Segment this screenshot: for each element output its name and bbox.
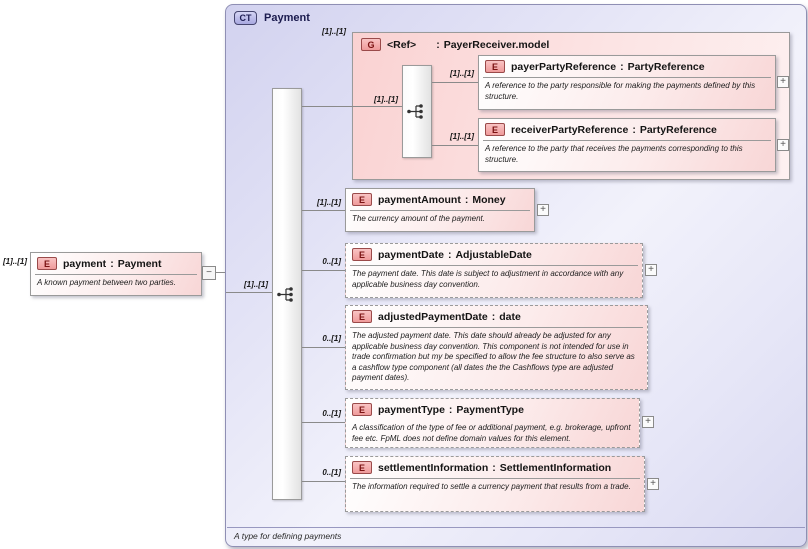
- cardinality-label: [1]..[1]: [3, 257, 27, 266]
- element-description: The payment date. This date is subject to adjustment in accordance with any applicable business day convention.: [352, 269, 624, 289]
- plus-icon: +: [645, 416, 651, 427]
- element-description: The currency amount of the payment.: [352, 214, 485, 223]
- element-badge: E: [352, 403, 372, 416]
- sequence-icon: [276, 286, 298, 303]
- element-box-receiver-party-reference[interactable]: [478, 118, 776, 172]
- collapse-icon: −: [206, 267, 212, 278]
- element-description: A reference to the party that receives the payments corresponding to this structure.: [485, 144, 743, 164]
- cardinality-label: [1]..[1]: [322, 27, 346, 36]
- element-name: paymentAmount: [378, 193, 461, 206]
- element-badge: E: [485, 60, 505, 73]
- plus-icon: +: [780, 76, 786, 87]
- type-separator: :: [464, 193, 469, 206]
- sequence-indicator: [272, 88, 302, 500]
- expand-button[interactable]: [777, 139, 789, 151]
- cardinality-label: 0..[1]: [322, 257, 341, 266]
- plus-icon: +: [650, 478, 656, 489]
- element-badge: E: [352, 248, 372, 261]
- element-name: paymentDate: [378, 248, 444, 261]
- cardinality-label: [1]..[1]: [450, 132, 474, 141]
- element-header: [479, 56, 775, 76]
- element-box-payment-type[interactable]: [345, 398, 640, 448]
- sequence-icon: [406, 103, 428, 120]
- element-box-payment[interactable]: [30, 252, 202, 296]
- complex-type-badge: CT: [234, 11, 257, 25]
- element-type: PartyReference: [639, 123, 717, 136]
- group-header: [353, 33, 789, 56]
- element-description: A classification of the type of fee or additional payment, e.g. brokerage, upfront fee etc. FpML does not define domain values for this element.: [352, 423, 631, 443]
- element-box-payment-date[interactable]: [345, 243, 643, 298]
- element-box-payment-amount[interactable]: [345, 188, 535, 232]
- type-separator: :: [110, 257, 114, 270]
- connector-line: [302, 210, 345, 211]
- group-badge: G: [361, 38, 381, 51]
- type-separator: :: [448, 403, 453, 416]
- element-badge: E: [37, 257, 57, 270]
- connector-line: [302, 422, 345, 423]
- connector-line: [432, 145, 478, 146]
- connector-line: [302, 347, 345, 348]
- element-header: [346, 306, 647, 326]
- connector-line: [226, 292, 272, 293]
- element-box-payer-party-reference[interactable]: [478, 55, 776, 110]
- element-name: payerPartyReference: [511, 60, 617, 73]
- type-separator: :: [436, 38, 440, 51]
- cardinality-label: [1]..[1]: [374, 95, 398, 104]
- plus-icon: +: [648, 264, 654, 275]
- sequence-indicator: [402, 65, 432, 158]
- element-name: payment: [63, 257, 107, 270]
- expand-button[interactable]: [537, 204, 549, 216]
- element-badge: E: [352, 193, 372, 206]
- element-header: [479, 119, 775, 139]
- element-name: settlementInformation: [378, 461, 489, 474]
- group-name: <Ref>: [387, 38, 417, 51]
- group-type: PayerReceiver.model: [443, 38, 550, 51]
- connector-line: [302, 270, 345, 271]
- complex-type-header: [234, 11, 310, 25]
- cardinality-label: 0..[1]: [322, 468, 341, 477]
- element-badge: E: [352, 310, 372, 323]
- element-description: A known payment between two parties.: [37, 278, 176, 287]
- complex-type-title: Payment: [264, 12, 310, 24]
- element-type: date: [499, 310, 521, 323]
- cardinality-label: [1]..[1]: [317, 198, 341, 207]
- element-box-settlement-information[interactable]: [345, 456, 645, 512]
- collapse-button[interactable]: [202, 266, 216, 280]
- connector-line: [216, 272, 225, 273]
- cardinality-label: 0..[1]: [322, 334, 341, 343]
- element-type: Money: [472, 193, 506, 206]
- cardinality-label: 0..[1]: [322, 409, 341, 418]
- cardinality-label: [1]..[1]: [244, 280, 268, 289]
- expand-button[interactable]: [642, 416, 654, 428]
- expand-button[interactable]: [777, 76, 789, 88]
- expand-button[interactable]: [645, 264, 657, 276]
- element-type: AdjustableDate: [455, 248, 532, 261]
- type-separator: :: [491, 310, 496, 323]
- element-badge: E: [485, 123, 505, 136]
- element-header: [346, 399, 639, 419]
- element-description: The adjusted payment date. This date should already be adjusted for any applicable business day convention. This component is not intended for use in trade confirmation but my be specified to allow the fee structure to also serve as a cashflow type component (all dates the the Cashflows type are adjusted payment dates).: [352, 331, 635, 382]
- element-type: PaymentType: [456, 403, 524, 416]
- element-header: [346, 189, 534, 209]
- element-type: Payment: [117, 257, 162, 270]
- element-header: [346, 457, 644, 477]
- plus-icon: +: [780, 139, 786, 150]
- expand-button[interactable]: [647, 478, 659, 490]
- element-name: paymentType: [378, 403, 445, 416]
- element-description: A reference to the party responsible for making the payments defined by this structure.: [485, 81, 756, 101]
- plus-icon: +: [540, 204, 546, 215]
- type-separator: :: [447, 248, 452, 261]
- type-separator: :: [620, 60, 624, 73]
- element-header: [346, 244, 642, 264]
- element-header: [31, 253, 201, 273]
- element-box-adjusted-payment-date[interactable]: [345, 305, 648, 390]
- element-type: PartyReference: [627, 60, 705, 73]
- element-name: adjustedPaymentDate: [378, 310, 488, 323]
- connector-line: [302, 106, 402, 107]
- cardinality-label: [1]..[1]: [450, 69, 474, 78]
- connector-line: [432, 82, 478, 83]
- type-separator: :: [632, 123, 636, 136]
- element-badge: E: [352, 461, 372, 474]
- connector-line: [302, 481, 345, 482]
- element-name: receiverPartyReference: [511, 123, 629, 136]
- type-separator: :: [492, 461, 496, 474]
- element-description: The information required to settle a currency payment that results from a trade.: [352, 482, 631, 491]
- complex-type-annotation: A type for defining payments: [227, 527, 805, 544]
- element-type: SettlementInformation: [499, 461, 612, 474]
